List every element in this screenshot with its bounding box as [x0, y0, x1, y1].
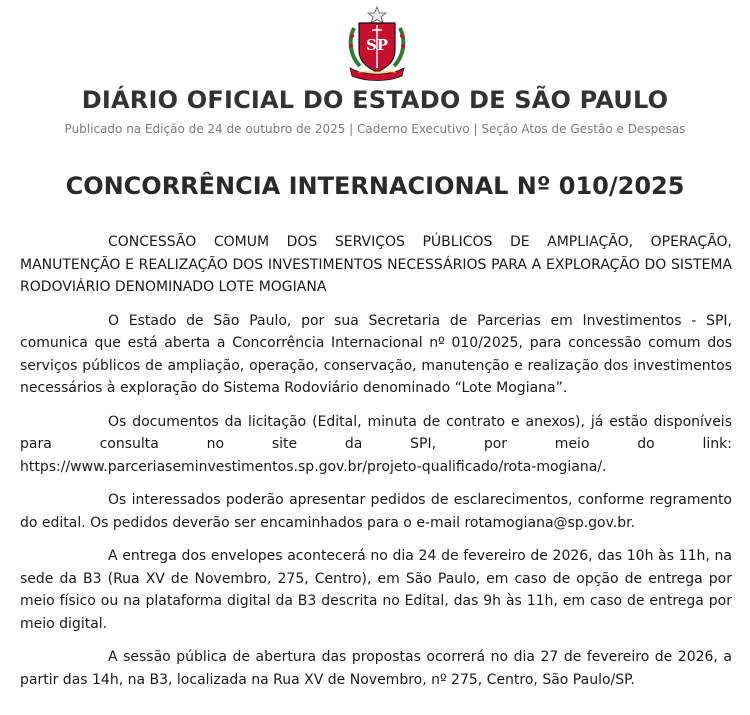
clarifications-paragraph: Os interessados poderão apresentar pedidos de esclarecimentos, conforme regramento do edital. Os pedidos deverão ser encaminhados para o e-mail rotamogiana@sp.gov.br. [20, 492, 732, 531]
sao-paulo-coat-of-arms-icon [344, 6, 410, 82]
object-description-paragraph: CONCESSÃO COMUM DOS SERVIÇOS PÚBLICOS DE AMPLIAÇÃO, OPERAÇÃO, MANUTENÇÃO E REALIZAÇÃO DOS INVESTIMENTOS NECESSÁRIOS PARA A EXPLORAÇÃO DO SISTEMA RODOVIÁRIO DENOMINADO LOTE MOGIANA [20, 234, 732, 295]
masthead-title: DIÁRIO OFICIAL DO ESTADO DE SÃO PAULO [81, 86, 669, 114]
publication-info: Publicado na Edição de 24 de outubro de 2025 | Caderno Executivo | Seção Atos de Gestão e Despesas [64, 122, 686, 136]
document-body [20, 231, 732, 691]
crest-monogram: SP [365, 36, 389, 54]
envelope-delivery-paragraph: A entrega dos envelopes acontecerá no dia 24 de fevereiro de 2026, das 10h às 11h, na sede da B3 (Rua XV de Novembro, 275, Centro), em São Paulo, em caso de opção de entrega por meio físico ou na plataforma digital da B3 descrita no Edital, das 9h às 11h, em caso de entrega por meio digital. [20, 548, 732, 632]
document-title: CONCORRÊNCIA INTERNACIONAL Nº 010/2025 [65, 172, 685, 200]
public-session-paragraph: A sessão pública de abertura das propostas ocorrerá no dia 27 de fevereiro de 2026, a partir das 14h, na B3, localizada na Rua XV de Novembro, nº 275, Centro, São Paulo/SP. [20, 649, 732, 688]
announcement-paragraph: O Estado de São Paulo, por sua Secretaria de Parcerias em Investimentos - SPI, comunica que está aberta a Concorrência Internacional nº 010/2025, para concessão comum dos serviços públicos de ampliação, operação, conservação, manutenção e realização dos investimentos necessários à exploração do Sistema Rodoviário denominado “Lote Mogiana”. [20, 312, 732, 396]
documents-availability-paragraph: Os documentos da licitação (Edital, minuta de contrato e anexos), já estão disponíveis para consulta no site da SPI, por meio do link: https://www.parceriaseminvestimentos.sp.gov.br/projeto-qualificado/rota-mogiana/. [20, 413, 732, 475]
